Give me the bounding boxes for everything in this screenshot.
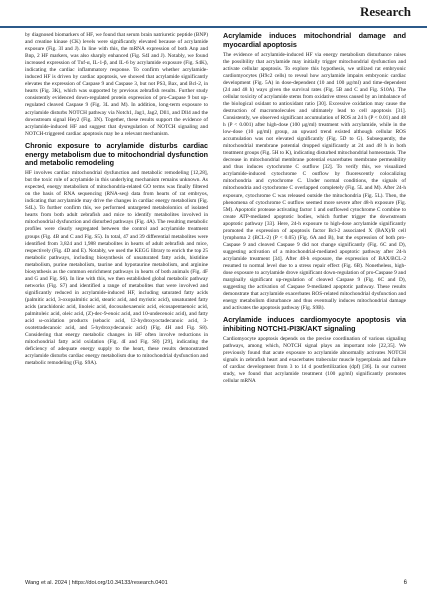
paragraph: by diagnosed biomarkers of HF, we found that serum brain natriuretic peptide (BNP) and creatine kinase (CK) levels were significantly elevated because of acrylamide exposure (Fig. 3I and J). In line with this, the mRNA expression of both Anp and Bnp, 2 HF markers, was also sharply enhanced (Fig. S4I and J). Notably, we found increased expression of Tnf-α, IL-1-β, and IL-6 by acrylamide exposure (Fig. S4K), indicating the cardiac inflammatory response. To confirm whether acrylamide-induced HF is driven by cardiac apoptosis, we showed that acrylamide significantly elevates the expression of Caspase 9 and Caspase 3, but not PS3, Bax, and Bcl-2, in hearts (Fig. 3K), which was supported by previous zebrafish results. Further study consistently evidenced down-regulated protein expression of pro-Caspase 9 but up-regulated cleaved Caspase 9 (Fig. 3L and M). In addition, long-term exposure to acrylamide disturbs NOTCH pathway via Notch1, Jag1, Jag2, Dll1, and Dll4 and the downstream signal Hey2 (Fig. 3N). Together, these results support the evidence of acrylamide-induced HF and suggest that dysregulation of NOTCH signaling and NOTCH-triggered cardiac apoptosis may be a relevant mechanism.	[25, 32, 208, 137]
header-rule	[0, 26, 427, 28]
paragraph: HF involves cardiac mitochondrial dysfunction and metabolic remodeling [12,28], but the toxic role of acrylamide in this underlying mechanism remains unknown. As expected, energy metabolism of mitochondria-related GO terms was finally filtered on the basis of RNA sequencing (RNA-seq) data from hearts of rat embryos, indicating that acrylamide may drive the changes in cardiac energy metabolism (Fig. S4L). To further confirm this, we performed untargeted metabolomics of isolated hearts from both adult zebrafish and mice to identify metabolites involved in mitochondrial dysfunction and disturbed pathways (Fig. 4A). The resulting metabolic profiles were clearly segregated between the control and acrylamide treatment groups (Fig. 4B and C and Fig. S5). In total, 47 and 39 differential metabolites were identified from 3,824 and 1,988 metabolites in hearts of adult zebrafish and mice, respectively (Fig. 4D and E). Notably, we used the KEGG library to enrich the top 25 metabolic pathways, including biosynthesis of unsaturated fatty acids, histidine metabolism, purine metabolism, taurine and hypotaurine metabolism, and arginine biosynthesis as the common enrichment pathways in hearts of both animals (Fig. 4F and G and Fig. S6). In line with this, we then established global metabolic pathway networks (Fig. S7) and identified a range of metabolites that were involved and significantly reduced in acrylamide-induced HF, including saturated fatty acids (palmitic acid, 3-oxopalmitic acid, stearic acid, and myristic acid), unsaturated fatty acids (arachidonic acid, linoleic acid, docosahexaenoic acid, eicosapentaenoic acid, palmitoleic acid, oleic acid, (Z)-dec-9-enoic acid, and 10-undecenoic acid), and fatty acid ω-oxidation products (sebacic acid, 12-hydroxyoctadecanoic acid, 3-oxotetradecanoic acid, and 5-hydroxydecanoic acid) (Fig. 4H and Fig. S8). Considering that energy metabolic changes in HF often involve reductions in mitochondrial fatty acid oxidation (Fig. 4I and Fig. S8) [29], indicating the deficiency of adequate energy supply to the heart, these results demonstrated acrylamide disturbs cardiac energy metabolism due to mitochondrial dysfunction and metabolic remodeling (Fig. S9A).	[25, 170, 208, 367]
page-number: 6	[403, 580, 407, 586]
paragraph: Cardiomyocyte apoptosis depends on the precise coordination of various signaling pathways, among which, NOTCH signal plays an important role [22,35]. We previously found that acute exposure to acrylamide abnormally activates NOTCH signals in zebrafish heart and exacerbates trabecular muscle hyperplasia and failure of cardiac development from 3 to 14 d postfertilization (dpf) [36]. In our current study, we found that acrylamide treatment (100 μg/ml) significantly promotes cellular mRNA	[223, 335, 406, 385]
section-heading: Acrylamide induces cardiomyocyte apoptosis via inhibiting NOTCH1-PI3K/AKT signaling	[223, 315, 406, 334]
left-column	[25, 32, 208, 367]
citation[interactable]: Wang et al. 2024 | https://doi.org/10.34133/research.0401	[25, 580, 168, 586]
paragraph: The evidence of acrylamide-induced HF via energy metabolism disturbance raises the possibility that acrylamide may initially trigger mitochondrial dysfunction and activate cellular apoptosis. To explore this hypothesis, we utilized rat embryonic cardiomyocytes (H9c2 cells) to reveal how acrylamide impairs embryonic cardiac development (Fig. 5A) in dose-dependent (10 and 100 μg/ml) and time-dependent (24 and 48 h) ways given the survival rates (Fig. 5B and C and Fig. S10A). The cellular toxicity of acrylamide stems from oxidative stress caused by an imbalance of the biological oxidant to antioxidant ratio [30]. Excessive oxidation may cause the destruction of macromolecules and ultimately lead to cell apoptosis [31]. Consistently, we observed significant accumulation of ROS at 24 h (P < 0.01) and 48 h (P < 0.001) after high-dose (100 μg/ml) treatment with acrylamide, while in the low-dose (10 μg/ml) group, an upward trend existed although cellular ROS accumulation was not elevated significantly (Fig. 5D to G). Subsequently, the mitochondrial membrane potential dropped significantly at 24 and 48 h in both treatment groups (Fig. 5H to K), indicating disturbed mitochondrial homeostasis. The decrease in mitochondrial membrane potential exacerbates membrane permeability and thus induces cytochrome C outflow [32]. To verify this, we visualized acrylamide-induced cytochrome C outflow by fluorescently colocalizing mitochondria and cytochrome C. Under normal conditions, the signals of mitochondria and cytochrome C overlapped completely (Fig. 5L and M). After 24-h exposure, cytochrome C was released outside the mitochondria (Fig. 5L). Then, the phenomena of cytochrome C outflow seemed more severe after 48-h exposure (Fig. 5M). Apoptotic protease activating factor 1 and outflowed cytochrome C combine to create ATP-mediated apoptotic bodies, which further trigger the downstream apoptotic pathway [33]. Here, 24-h exposure to high-dose acrylamide significantly promoted the expression of apoptosis factor Bcl-2 associated X (BAX)/B cell lymphoma 2 (BCL-2) (P < 0.05) (Fig. 6A and B), but the expression of both pro-Caspase 9 and cleaved Caspase 9 did not change significantly (Fig. 6C and D), suggesting activation of a mitochondrial-mediated apoptotic pathway after 24-h acrylamide treatment [34]. After 48-h exposure, the expression of BAX/BCL-2 resumed to normal level due to a stress repair effect (Fig. 6B). Nonetheless, high-dose exposure to acrylamide drove significant down-regulation of pro-Caspase 9 and marginally significant up-regulation of cleaved Caspase 9 (Fig. 6C and D), suggesting the activation of Caspase 9-mediated apoptotic pathway. These results demonstrate that acrylamide exacerbates ROS-related mitochondrial dysfunction and energy metabolism disturbance and thus eventually induces mitochondrial damage and activates the apoptosis pathway (Fig. S9B).	[223, 51, 406, 312]
section-heading: Chronic exposure to acrylamide disturbs cardiac energy metabolism due to mitochondrial dysfunction and metabolic remodeling	[25, 140, 208, 168]
right-column	[223, 32, 406, 385]
journal-name: Research	[359, 4, 411, 19]
section-heading: Acrylamide induces mitochondrial damage and myocardial apoptosis	[223, 31, 406, 49]
page-footer	[25, 580, 407, 586]
